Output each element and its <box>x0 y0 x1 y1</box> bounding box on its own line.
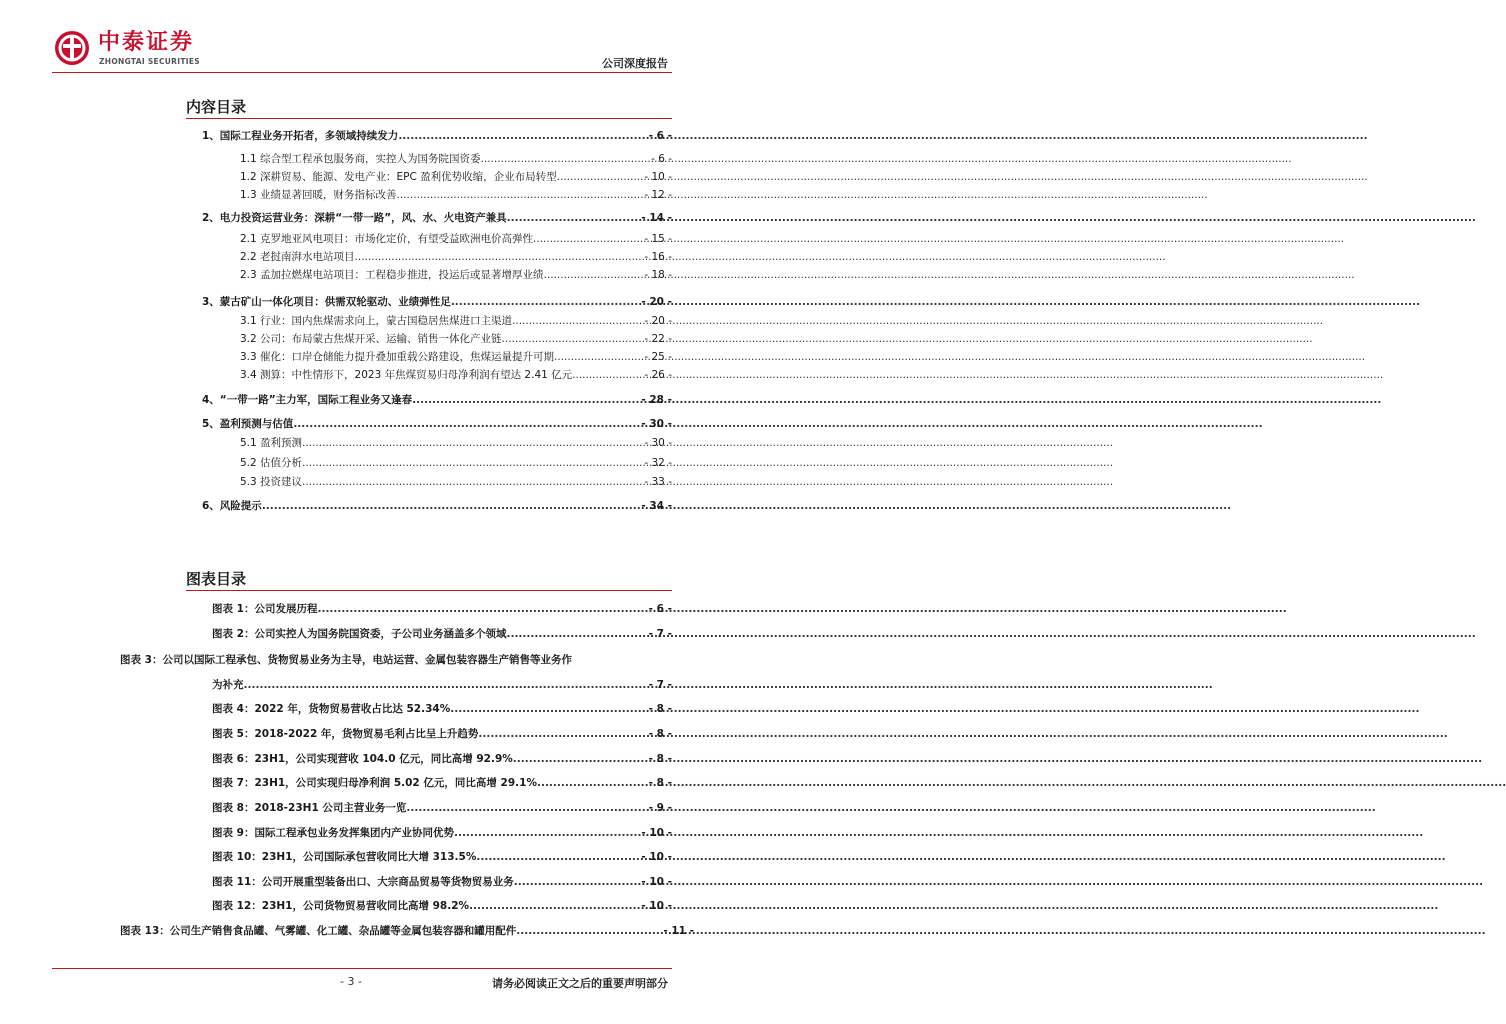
figure-item[interactable]: 图表 8：2018-23H1 公司主营业务一览 ..... - 9 - <box>212 802 672 815</box>
figure-item-line1[interactable]: 图表 3：公司以国际工程承包、货物贸易业务为主导，电站运营、金属包装容器生产销售等业务作 <box>120 654 572 666</box>
toc-item[interactable]: 5.1 盈利预测 ..... - 30 - <box>240 437 672 450</box>
figure-item[interactable]: 图表 6：23H1，公司实现营收 104.0 亿元，同比高增 92.9% ..... - 8 - <box>212 753 672 766</box>
toc-item[interactable]: 1、国际工程业务开拓者，多领域持续发力 ..... - 6 - <box>202 130 672 143</box>
figure-item[interactable]: 图表 5：2018-2022 年，货物贸易毛利占比呈上升趋势 ..... - 8 - <box>212 728 672 741</box>
toc-item[interactable]: 5.2 估值分析 ..... - 32 - <box>240 457 672 470</box>
figure-item[interactable]: 图表 13：公司生产销售食品罐、气雾罐、化工罐、杂品罐等金属包装容器和罐用配件 ..... - 11 - <box>120 925 694 938</box>
logo-icon <box>54 30 90 66</box>
toc-item[interactable]: 2.3 孟加拉燃煤电站项目：工程稳步推进，投运后或显著增厚业绩 ..... - 18 - <box>240 269 672 282</box>
toc-title-divider <box>186 118 672 119</box>
header-divider <box>52 72 672 73</box>
figure-item[interactable]: 图表 12：23H1，公司货物贸易营收同比高增 98.2% ..... - 10 - <box>212 900 672 913</box>
report-type: 公司深度报告 <box>602 57 668 70</box>
toc-item[interactable]: 4、“一带一路”主力军，国际工程业务又逢春 ..... - 28 - <box>202 394 672 407</box>
toc-item[interactable]: 6、风险提示 ..... - 34 - <box>202 500 672 513</box>
toc-title: 内容目录 <box>186 98 247 116</box>
toc-item[interactable]: 3.3 催化：口岸仓储能力提升叠加重载公路建设，焦煤运量提升可期 ..... - 25 - <box>240 351 672 364</box>
figures-title-divider <box>186 590 672 591</box>
footer-disclaimer: 请务必阅读正文之后的重要声明部分 <box>492 977 668 990</box>
logo-subtext: ZHONGTAI SECURITIES <box>99 57 200 66</box>
toc-item[interactable]: 3.2 公司：布局蒙古焦煤开采、运输、销售一体化产业链 ..... - 22 - <box>240 333 672 346</box>
toc-item[interactable]: 3.1 行业：国内焦煤需求向上，蒙古国稳居焦煤进口主渠道 ..... - 20 - <box>240 315 672 328</box>
toc-item[interactable]: 3、蒙古矿山一体化项目：供需双轮驱动、业绩弹性足 ..... - 20 - <box>202 296 672 309</box>
figures-title: 图表目录 <box>186 570 247 588</box>
toc-item[interactable]: 5.3 投资建议 ..... - 33 - <box>240 476 672 489</box>
toc-item[interactable]: 1.2 深耕贸易、能源、发电产业：EPC 盈利优势收缩，企业布局转型 ..... - 10 - <box>240 171 672 184</box>
toc-item[interactable]: 2、电力投资运营业务：深耕“一带一路”，风、水、火电资产兼具 ..... - 14 - <box>202 212 672 225</box>
page-number: - 3 - <box>340 975 362 988</box>
figure-item[interactable]: 图表 10：23H1，公司国际承包营收同比大增 313.5% ..... - 10 - <box>212 851 672 864</box>
figure-item[interactable]: 为补充 ..... - 7 - <box>212 679 672 692</box>
footer-divider <box>52 968 672 969</box>
figure-item[interactable]: 图表 1：公司发展历程 ..... - 6 - <box>212 603 672 616</box>
figure-item[interactable]: 图表 2：公司实控人为国务院国资委，子公司业务涵盖多个领域 ..... - 7 - <box>212 628 672 641</box>
toc-item[interactable]: 2.1 克罗地亚风电项目：市场化定价，有望受益欧洲电价高弹性 ..... - 15 - <box>240 233 672 246</box>
toc-item[interactable]: 5、盈利预测与估值 ..... - 30 - <box>202 418 672 431</box>
figure-item[interactable]: 图表 4：2022 年，货物贸易营收占比达 52.34% ..... - 8 - <box>212 703 672 716</box>
logo-text: 中泰证券 <box>98 30 195 55</box>
figure-item[interactable]: 图表 9：国际工程承包业务发挥集团内产业协同优势 ..... - 10 - <box>212 827 672 840</box>
toc-item[interactable]: 1.1 综合型工程承包服务商，实控人为国务院国资委 ..... - 6 - <box>240 153 672 166</box>
toc-item[interactable]: 3.4 测算：中性情形下，2023 年焦煤贸易归母净利润有望达 2.41 亿元 ..... - 26 - <box>240 369 672 382</box>
figure-item[interactable]: 图表 7：23H1，公司实现归母净利润 5.02 亿元，同比高增 29.1% ..... - 8 - <box>212 777 672 790</box>
toc-item[interactable]: 1.3 业绩显著回暖，财务指标改善 ..... - 12 - <box>240 189 672 202</box>
figure-item[interactable]: 图表 11：公司开展重型装备出口、大宗商品贸易等货物贸易业务 ..... - 10 - <box>212 876 672 889</box>
toc-item[interactable]: 2.2 老挝南湃水电站项目 ..... - 16 - <box>240 251 672 264</box>
